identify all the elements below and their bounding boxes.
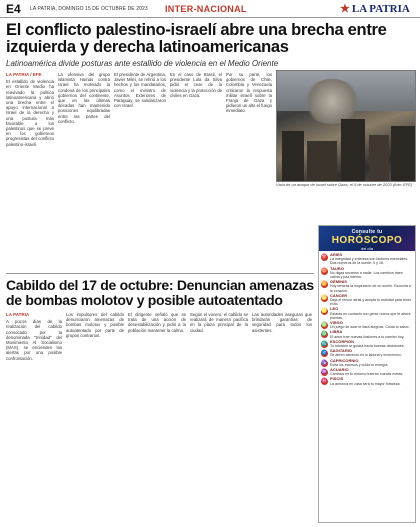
page-number: E4 <box>6 2 21 16</box>
newspaper-logo: ★ LA PATRIA <box>340 3 410 15</box>
article1-column-1 <box>6 72 54 268</box>
horoscope-signs-list <box>319 253 415 387</box>
article2-column-1 <box>6 312 62 522</box>
zodiac-icon: ♏ <box>321 340 328 347</box>
zodiac-icon: ♓ <box>321 378 328 385</box>
sign-name: CÁNCER <box>330 292 348 298</box>
sign-text: Tu intuición te guiará hacia buenas decisiones. <box>330 344 405 349</box>
zodiac-icon: ♊ <box>321 281 328 288</box>
sign-name: ARIES <box>330 252 343 257</box>
article2-col4-text: Según el vocero, el cabildo se realizará de manera pacífica en la plaza principal de la ciudad. <box>190 312 248 333</box>
article1-column-2 <box>58 72 110 268</box>
section-divider <box>6 273 314 274</box>
horoscope-sign-aries <box>319 253 415 267</box>
horoscope-sign-piscis <box>319 377 415 386</box>
zodiac-icon: ♎ <box>321 331 328 338</box>
sign-text: La integridad y entereza son factores esenciales. Dos números de la suerte: 5 y 18. <box>330 257 409 266</box>
article2-col5-text: Las autoridades aseguran que brindarán garantías de seguridad para todos los asistentes. <box>252 312 312 333</box>
horoscope-sign-cáncer <box>319 294 415 308</box>
horoscope-sign-leo <box>319 307 415 321</box>
article1-photo <box>276 70 416 182</box>
photo-caption: Vista de un ataque de Israel sobre Gaza, el 9 de octubre de 2023 (foto: EFE) <box>276 182 413 187</box>
sign-name: PISCIS <box>330 376 344 382</box>
zodiac-icon: ♒ <box>321 369 328 376</box>
sign-text: No digas secretos a nadie. Los cambios traen calma y paz interior. <box>330 270 403 280</box>
horoscope-title: HORÓSCOPO <box>331 235 403 246</box>
sign-name: GÉMINIS <box>330 279 347 285</box>
article2-column-2 <box>66 312 124 522</box>
zodiac-icon: ♌ <box>321 308 328 315</box>
page-header <box>0 0 420 18</box>
sign-text: Deja el rencor atrás y acepta tu realidad para tener éxito. <box>330 298 412 307</box>
zodiac-icon: ♑ <box>321 359 328 366</box>
article2-col1-text: A pocos días de la realización del cabildo convocado por la denominada "trinidad" del Movimiento Al Socialismo (MAS), se encienden las alertas por una posible confrontación. <box>6 319 62 361</box>
article2-byline: LA PATRIA <box>6 312 30 317</box>
article2-column-3 <box>128 312 186 522</box>
article1-col4-text: En el caso de Brasil, el presidente Lula da Silva pidió el cese de la violencia y la protección de civiles en Gaza. <box>170 72 222 98</box>
sign-text: Un juego de azar te dará alegrías. Cuida tu salud. <box>330 325 410 330</box>
horoscope-banner: Consulte tu HORÓSCOPO del día <box>319 226 415 251</box>
article1-col2-text: La ofensiva del grupo islamista Hamás contra Israel ha motivado la condena de los principales gobiernos del continente, que en las últimas décadas han mantenido posiciones equilibradas entre las partes del conflicto. <box>58 72 110 124</box>
sign-text: Estarás en contacto con gente nueva que te abrirá puertas. <box>330 311 411 320</box>
article1-col1-text: El estallido de violencia en Oriente Medio ha reavivado la política latinoamericana y abrió una brecha entre el apoyo internacional a Israel de la derecha y una postura más favorable a los palestinos que se prevé en los gobiernos progresistas del conflicto palestino-israelí. <box>6 79 54 147</box>
article2-col3-text: El dirigente señaló que se trata de una acción de desestabilización y pidió a la población mantener la calma. <box>128 312 186 333</box>
article1-column-4 <box>170 72 222 268</box>
article2-column-5 <box>252 312 312 522</box>
article1-column-5 <box>226 72 272 268</box>
sign-text: Hoy tendrás la inspiración de un sueño. Escucha a tu corazón. <box>330 284 411 293</box>
zodiac-icon: ♋ <box>321 294 328 301</box>
article1-dek: Latinoamérica divide posturas ante estallido de violencia en el Medio Oriente <box>6 59 279 68</box>
sign-text: Se abren caminos en lo laboral y económico. <box>330 353 402 358</box>
sign-text: La armonía en casa será tu mayor fortaleza. <box>330 381 401 386</box>
star-icon: ★ <box>340 3 350 15</box>
article1-col5-text: Por su parte, los gobiernos de Chile, Colombia y Venezuela criticaron la respuesta militar israelí sobre la Franja de Gaza y pidieron un alto el fuego inmediato. <box>226 72 272 114</box>
sign-text: El amor trae nuevas ilusiones a tu camino hoy. <box>330 334 405 339</box>
article1-col3-text: El presidente de Argentina, Javier Milei, se refirió a los hechos y los mandatarios, como el ministro de Asuntos Exteriores de Paraguay, se solidarizaron con Israel. <box>114 72 166 109</box>
sign-name: LEO <box>330 306 339 312</box>
section-label: INTER-NACIONAL <box>165 4 247 14</box>
article1-headline: El conflicto palestino-israelí abre una brecha entre izquierda y derecha latinoamericanas <box>6 21 387 56</box>
horoscope-sign-tauro <box>319 267 415 281</box>
sign-name: VIRGO <box>330 320 343 326</box>
article1-byline: LA PATRIA / EFE <box>6 72 42 77</box>
sign-name: SAGITARIO <box>330 348 352 354</box>
sign-name: CAPRICORNIO <box>330 357 359 363</box>
zodiac-icon: ♐ <box>321 350 328 357</box>
article2-column-4 <box>190 312 248 522</box>
zodiac-icon: ♍ <box>321 322 328 329</box>
sign-name: ACUARIO <box>330 367 349 373</box>
dateline: LA PATRIA, DOMINGO 15 DE OCTUBRE DE 2023 <box>30 6 148 12</box>
article2-headline: Cabildo del 17 de octubre: Denuncian amenazas de bombas molotov y posible autoatentado <box>6 277 314 308</box>
article1-column-3 <box>114 72 166 268</box>
horoscope-sign-géminis <box>319 280 415 294</box>
sign-name: TAURO <box>330 265 344 271</box>
horoscope-box <box>318 225 416 523</box>
sign-text: Evita los excesos y cuida tu energía. <box>330 362 389 367</box>
sign-text: Cambios en tu entorno traerán nuevas metas. <box>330 372 404 377</box>
sign-name: LIBRA <box>330 329 343 335</box>
sign-name: ESCORPIÓN <box>330 338 355 344</box>
zodiac-icon: ♈ <box>321 254 328 260</box>
article2-col2-text: Los impulsores del cabildo denunciaron amenazas de bombas molotov y posible autoatentado por parte de grupos contrarios. <box>66 312 124 338</box>
zodiac-icon: ♉ <box>321 267 328 274</box>
